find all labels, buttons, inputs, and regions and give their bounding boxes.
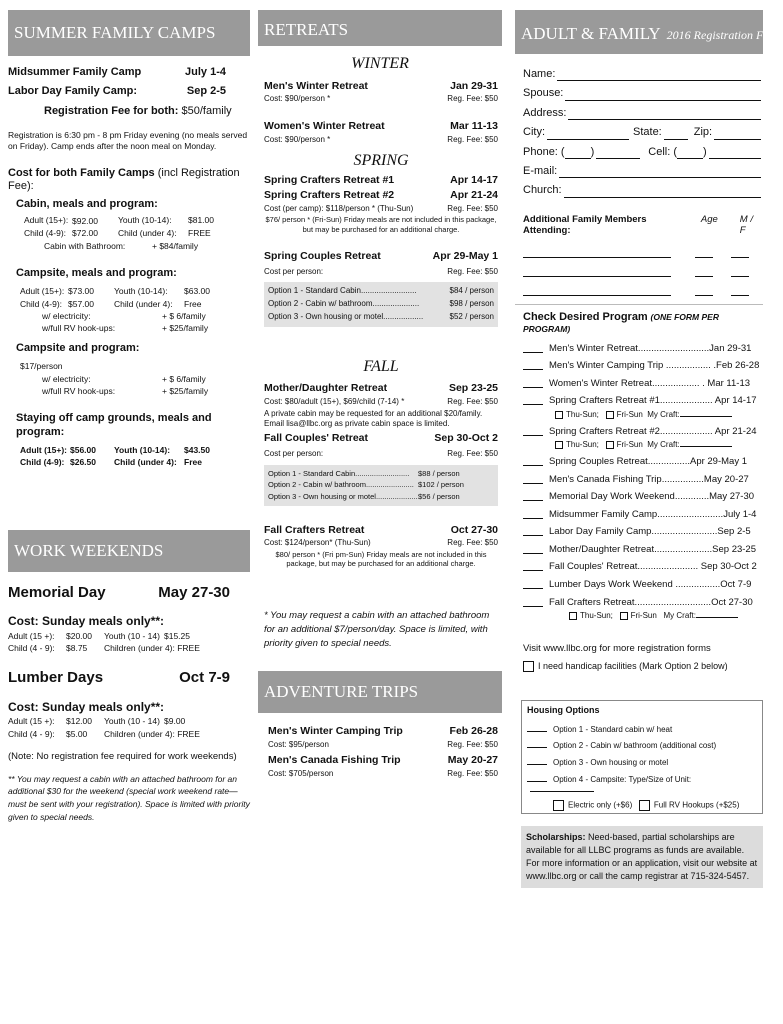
couples-options: Option 1 - Standard Cabin......................... $84 / person Option 2 - Cabin w/ bathroom..................... $98 / person Option 3 - Own housing or motel.................. $52 / person bbox=[264, 282, 498, 326]
program-option[interactable]: Spring Couples Retreat................Apr 29-May 1 bbox=[523, 456, 761, 468]
housing-title: Housing Options bbox=[527, 704, 600, 715]
check-program-title: Check Desired Program (ONE FORM PER PROGRAM) bbox=[523, 311, 719, 335]
scholarships-box: Scholarships: Need-based, partial scholarships are available for all LLBC programs as funds are available. For more information or an application, visit our website at www.llbc.org or call the camp registrar at 715-324-5457. bbox=[521, 826, 763, 888]
winter-heading: WINTER bbox=[351, 55, 409, 72]
cabin-bathroom-note: * You may request a cabin with an attached bathroom for an additional $7/person/day. Space is limited, with priority given to special needs. bbox=[264, 609, 490, 649]
housing-option[interactable]: Option 4 - Campsite: Type/Size of Unit: bbox=[527, 772, 757, 795]
lumber-days-row: Lumber Days Oct 7-9 bbox=[8, 669, 230, 687]
offsite-prices: Adult (15+): $56.00 Youth (10-14): $43.50 Child (4-9): $26.50 Child (under 4): Free bbox=[20, 445, 210, 468]
offsite-title: Staying off camp grounds, meals and program: bbox=[16, 412, 212, 438]
retreats-column: RETREATS WINTER Men's Winter Retreat Jan 29-31 Cost: $90/person * Reg. Fee: $50 Women's Winter Retreat Mar 11-13 Cost: $90/person * Reg. Fee: $50 SPRING Spring Crafters Retreat #1 Apr 14-17 Spring Crafters Retreat #2 Apr 21-24 Cost (per camp): $118/person * (Thu-Sun) Reg. Fee: $50 $76/ person * (Fri-Sun) Friday meals are not included in this package, but may be purchased for an additional charge. Spring Couples Retreat Apr 29-May 1 Cost per person: Reg. Fee: $50 Option 1 - Standard Cabin......................... $84 / person Option 2 - Cabin w/ bathroom..................... $98 / person Option 3 - Own housing or motel.................. $52 / person FALL Mother/Daughter Retreat Sep 23-25 Cost: $80/adult (15+), $69/child (7-14) * Reg. Fee: $50 A private cabin may be requested for an additional $20/family. Email lisa@llbc.org as private cabin space is limited. Fall Couples' Retreat Sep 30-Oct 2 Cost per person: Reg. Fee: $50 Option 1 - Standard Cabin.......................... $88 / person Option 2 - Cabin w/ bathroom....................... $102 / person Option 3 - Own housing or motel.................... $56 / person Fall Crafters Retreat Oct 27-30 Cost: $124/person* (Thu-Sun) Reg. Fee: $50 $80/ person * (Fri pm-Sun) Friday meals are not included in this package, but may be purchased for an additional charge. * You may request a cabin with an attached bathroom for an additional $7/person/day. Space is limited, with priority given to special needs. ADVENTURE TRIPS Men's Winter Camping Trip Feb 26-28 Cost: $95/person Reg. Fee: $50 Men's Canada Fishing Trip May 20-27 Cost: $705/person Reg. Fee: $50 bbox=[258, 10, 502, 778]
registration-form-column bbox=[515, 10, 783, 888]
memorial-prices: Adult (15 +): $20.00 Youth (10 - 14) $15.25 Child (4 - 9): $8.75 Children (under 4): FREE bbox=[8, 630, 200, 654]
fall-crafters-options[interactable]: Thu-Sun; Fri-Sun My Craft: bbox=[523, 611, 761, 621]
name-field[interactable]: Name: bbox=[523, 68, 761, 81]
mens-canada-fishing: Men's Canada Fishing Trip May 20-27 bbox=[268, 753, 498, 766]
campsite-title: Campsite, meals and program: bbox=[16, 266, 177, 279]
visit-website-note: Visit www.llbc.org for more registration forms bbox=[523, 642, 711, 654]
cabin-bathroom: Cabin with Bathroom: + $84/family bbox=[44, 240, 199, 251]
cost-both-title: Cost for both Family Camps (incl Registration Fee): bbox=[8, 166, 240, 193]
work-weekend-footnote: ** You may request a cabin with an attached bathroom for an additional $30 for the weekend (special work weekend rate—must be sent with your registration). Space is limited with priority given to special needs. bbox=[8, 773, 250, 822]
memorial-cost: Cost: Sunday meals only**: bbox=[8, 614, 165, 629]
fall-heading: FALL bbox=[363, 357, 399, 375]
summer-family-camps-column: SUMMER FAMILY CAMPS Midsummer Family Camp July 1-4 Labor Day Family Camp: Sep 2-5 Registration Fee for both: $50/family Registration is 6:30 pm - 8 pm Friday evening (no meals served on Friday). Camp ends after the noon meal on Monday. Cost for both Family Camps (incl Registration Fee): Cabin, meals and program: Adult (15+): Youth (10-14): $81.00 Child (4-9): Child (under 4): FREE $92.00 $72.00 Cabin with Bathroom: + $84/family Campsite, meals and program: Adult (15+): $73.00 Youth (10-14): $63.00 Child (4-9): $57.00 Child (under 4): Free w/ electricity: + $ 6/family w/full RV hook-ups: + $25/family Campsite and program: $17/person w/ electricity: + $ 6/family w/full RV hook-ups: + $25/family Staying off camp grounds, meals and program: Adult (15+): $56.00 Youth (10-14): $43.50 Child (4-9): $26.50 Child (under 4): Free WORK WEEKENDS Memorial Day May 27-30 Cost: Sunday meals only**: Adult (15 +): $20.00 Youth (10 - 14) $15.25 Child (4 - 9): $8.75 Children (under 4): FREE Lumber Days Oct 7-9 Cost: Sunday meals only**: Adult (15 +): $12.00 Youth (10 - 14) $9.00 Child (4 - 9): $5.00 Children (under 4): FREE (Note: No registration fee required for work weekends) ** You may request a cabin with an attached bathroom for an additional $30 for the weekend (special work weekend rate—must be sent with your registration). Space is limited with priority given to special needs. bbox=[8, 10, 250, 824]
program-option[interactable]: Lumber Days Work Weekend .................Oct 7-9 bbox=[523, 579, 761, 591]
private-cabin-note: A private cabin may be requested for an additional $20/family. Email lisa@llbc.org as private cabin space is limited. bbox=[264, 408, 483, 428]
housing-options-box bbox=[521, 700, 763, 814]
program-option[interactable]: Men's Winter Camping Trip ................. .Feb 26-28 bbox=[523, 360, 761, 372]
handicap-checkbox[interactable]: I need handicap facilities (Mark Option 2 below) bbox=[523, 661, 761, 672]
additional-members-lines[interactable] bbox=[523, 247, 761, 296]
fall-couples-retreat: Fall Couples' Retreat Sep 30-Oct 2 bbox=[264, 432, 498, 445]
lumber-prices: Adult (15 +): $12.00 Youth (10 - 14) $9.00 Child (4 - 9): $5.00 Children (under 4): FREE bbox=[8, 716, 200, 739]
program-option[interactable]: Midsummer Family Camp.........................July 1-4 bbox=[523, 509, 761, 521]
program-option[interactable]: Labor Day Family Camp.........................Sep 2-5 bbox=[523, 526, 761, 538]
mens-winter-retreat: Men's Winter Retreat Jan 29-31 bbox=[264, 79, 498, 92]
program-option[interactable]: Men's Winter Retreat...........................Jan 29-31 bbox=[523, 343, 761, 355]
additional-members-header: Additional Family Members Attending: Age M / F bbox=[523, 213, 753, 237]
mens-winter-camping: Men's Winter Camping Trip Feb 26-28 bbox=[268, 725, 498, 738]
registration-fee: Registration Fee for both: $50/family bbox=[44, 104, 232, 117]
address-field[interactable]: Address: bbox=[523, 107, 761, 120]
lumber-cost: Cost: Sunday meals only**: bbox=[8, 699, 165, 714]
program-option[interactable]: Fall Crafters Retreat.............................Oct 27-30 bbox=[523, 597, 761, 609]
program-option[interactable]: Fall Couples' Retreat....................... Sep 30-Oct 2 bbox=[523, 561, 761, 573]
campsite-program-title: Campsite and program: bbox=[16, 341, 140, 354]
campsite-hookup-options[interactable]: Electric only (+$6) Full RV Hookups (+$25) bbox=[527, 800, 757, 811]
campsite-prices: Adult (15+): $73.00 Youth (10-14): $63.00 Child (4-9): $57.00 Child (under 4): Free w/ electricity: + $ 6/family w/full RV hook-ups: + $25/family bbox=[20, 286, 210, 334]
church-field[interactable]: Church: bbox=[523, 184, 761, 197]
spouse-field[interactable]: Spouse: bbox=[523, 87, 761, 100]
spring-crafters-2: Spring Crafters Retreat #2 Apr 21-24 bbox=[264, 188, 498, 201]
work-weekend-note: (Note: No registration fee required for work weekends) bbox=[8, 751, 237, 763]
memorial-day-row: Memorial Day May 27-30 bbox=[8, 583, 230, 601]
crafters2-options[interactable]: Thu-Sun; Fri-Sun My Craft: bbox=[523, 440, 761, 450]
fall-couples-options: Option 1 - Standard Cabin.......................... $88 / person Option 2 - Cabin w/ bathroom....................... $102 / person Option 3 - Own housing or motel.................... $56 / person bbox=[264, 465, 498, 506]
mother-daughter-retreat: Mother/Daughter Retreat Sep 23-25 bbox=[264, 382, 498, 395]
program-option[interactable]: Men's Canada Fishing Trip................May 20-27 bbox=[523, 474, 761, 486]
city-state-zip-field[interactable]: City: State: Zip: bbox=[523, 126, 761, 139]
crafters1-options[interactable]: Thu-Sun; Fri-Sun My Craft: bbox=[523, 410, 761, 420]
phone-cell-field[interactable]: Phone: ( ) Cell: ( ) bbox=[523, 146, 761, 159]
program-option[interactable]: Women's Winter Retreat.................. . Mar 11-13 bbox=[523, 378, 761, 390]
spring-couples-retreat: Spring Couples Retreat Apr 29-May 1 bbox=[264, 249, 498, 262]
midsummer-camp-row: Midsummer Family Camp July 1-4 bbox=[8, 66, 226, 78]
labor-day-camp-row: Labor Day Family Camp: Sep 2-5 bbox=[8, 85, 226, 98]
housing-option[interactable]: Option 3 - Own housing or motel bbox=[527, 755, 757, 768]
housing-option[interactable]: Option 2 - Cabin w/ bathroom (additional cost) bbox=[527, 738, 757, 751]
registration-form-header: ADULT & FAMILY 2016 Registration Form bbox=[515, 10, 763, 54]
registration-note: Registration is 6:30 pm - 8 pm Friday evening (no meals served on Friday). Camp ends after the noon meal on Monday. bbox=[8, 130, 248, 151]
program-option[interactable]: Memorial Day Work Weekend.............May 27-30 bbox=[523, 491, 761, 503]
program-option[interactable]: Spring Crafters Retreat #1.................... Apr 14-17 bbox=[523, 395, 761, 407]
housing-option[interactable]: Option 1 - Standard cabin w/ heat bbox=[527, 722, 757, 735]
spring-crafters-1: Spring Crafters Retreat #1 Apr 14-17 bbox=[264, 174, 498, 187]
retreats-header: RETREATS bbox=[258, 10, 502, 46]
spring-heading: SPRING bbox=[353, 151, 409, 169]
womens-winter-retreat: Women's Winter Retreat Mar 11-13 bbox=[264, 120, 498, 133]
work-weekends-header: WORK WEEKENDS bbox=[8, 530, 250, 572]
summer-family-camps-header: SUMMER FAMILY CAMPS bbox=[8, 10, 250, 56]
program-option[interactable]: Mother/Daughter Retreat......................Sep 23-25 bbox=[523, 544, 761, 556]
campsite-program-prices: $17/person w/ electricity: + $ 6/family w/full RV hook-ups: + $25/family bbox=[20, 361, 209, 396]
program-option[interactable]: Spring Crafters Retreat #2.................... Apr 21-24 bbox=[523, 426, 761, 438]
adventure-trips-header: ADVENTURE TRIPS bbox=[258, 671, 502, 713]
email-field[interactable]: E-mail: bbox=[523, 165, 761, 178]
cabin-title: Cabin, meals and program: bbox=[16, 197, 158, 210]
cabin-prices: Adult (15+): Youth (10-14): $81.00 Child (4-9): Child (under 4): FREE bbox=[24, 215, 214, 238]
fall-crafters-retreat: Fall Crafters Retreat Oct 27-30 bbox=[264, 523, 498, 536]
